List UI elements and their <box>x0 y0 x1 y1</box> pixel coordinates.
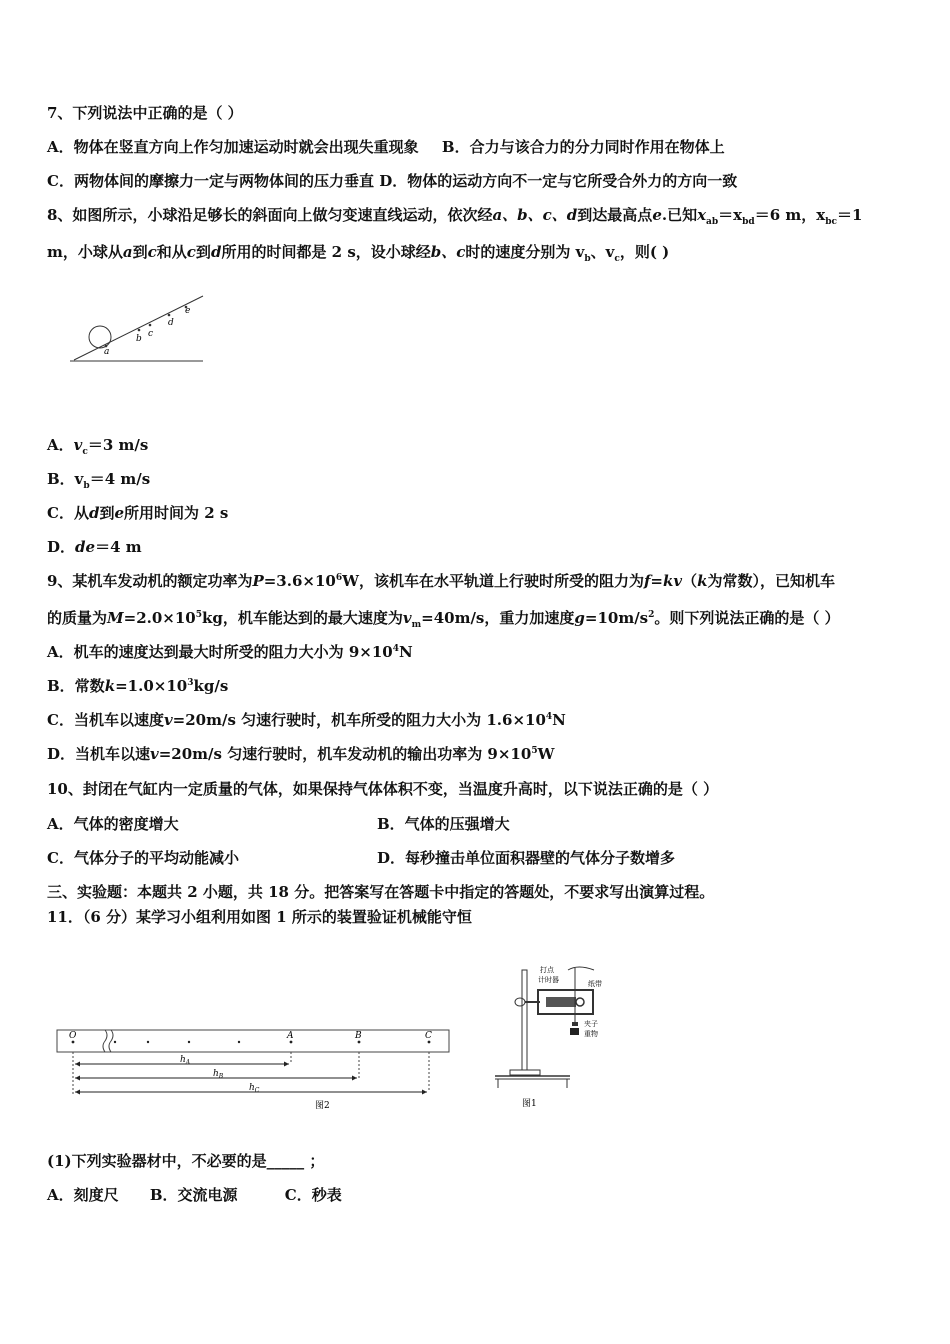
q9-option-d <box>47 745 554 763</box>
q9-text: （ <box>682 572 698 590</box>
q8-fig-label-b: b <box>136 334 142 344</box>
q8-text: ＝x <box>718 206 743 224</box>
q9-f: f=kv <box>643 572 683 590</box>
q9-opt-text: =1.0×10 <box>115 677 188 695</box>
q11-sub1-stem: (1)下列实验器材中，不必要的是_____ ； <box>47 1152 325 1170</box>
label-weight: 重物 <box>584 1030 598 1038</box>
q8-opt-sub: c <box>82 447 88 457</box>
tape-outline <box>57 1030 449 1052</box>
q8-opt-e: e <box>114 504 125 522</box>
q9-M: M <box>107 609 124 627</box>
q8-option-a <box>47 436 149 457</box>
q9-text: 9、某机车发动机的额定功率为 <box>47 572 253 590</box>
label-timer-1: 打点 <box>540 966 554 974</box>
q8-c: c <box>147 243 157 261</box>
q9-opt-text: W <box>537 745 555 763</box>
q8-a: a <box>122 243 133 261</box>
q9-option-c <box>47 711 566 729</box>
label-hb <box>213 1069 224 1080</box>
q9-text: =40m/s，重力加速度 <box>421 609 575 627</box>
label-timer-2: 计时器 <box>538 976 559 984</box>
q8-opt-d: d <box>88 504 100 522</box>
q9-opt-text: =20m/s 匀速行驶时，机车所受的阻力大小为 1.6×10 <box>172 711 546 729</box>
q7-options-ab <box>47 138 725 156</box>
q8-point-d-dot <box>168 314 171 317</box>
q11-apparatus-figure <box>490 960 620 1115</box>
q11-option-c: C．秒表 <box>284 1186 342 1204</box>
q8-fig-label-c: c <box>148 329 154 339</box>
tape-label-a: A <box>287 1031 294 1041</box>
q8-text: 到 <box>132 243 148 261</box>
q8-stem-line2 <box>47 243 670 264</box>
tape-dot-c <box>428 1041 431 1044</box>
q9-opt-text: kg/s <box>193 677 229 695</box>
tape-dot <box>147 1041 149 1043</box>
q11-option-b: B．交流电源 <box>149 1186 238 1204</box>
q8-fig-label-e: e <box>185 306 191 316</box>
q9-text: =10m/s <box>584 609 649 627</box>
q7-option-c: C．两物体间的摩擦力一定与两物体间的压力垂直 <box>47 172 374 190</box>
q8-opt-text: ＝4 m/s <box>89 470 151 488</box>
clamp-knob <box>515 998 525 1006</box>
q8-text: 、v <box>590 243 615 261</box>
timer-dial <box>576 998 584 1006</box>
q9-text: 。则下列说法正确的是（ ） <box>654 609 840 627</box>
q9-option-a <box>47 643 413 661</box>
q7-option-b: B．合力与该合力的分力同时作用在物体上 <box>441 138 725 156</box>
q8-sub-bd: bd <box>742 217 755 227</box>
q8-opt-text: B．v <box>47 470 84 488</box>
tape-break-right <box>109 1030 113 1052</box>
q9-opt-text: N <box>552 711 566 729</box>
q8-incline-svg <box>68 290 208 365</box>
q9-opt-text: C．当机车以速度 <box>47 711 164 729</box>
q9-text: kg，机车能达到的最大速度为 <box>202 609 403 627</box>
q10-option-c: C．气体分子的平均动能减小 <box>47 849 239 867</box>
q10-option-a: A．气体的密度增大 <box>47 815 179 833</box>
q10-option-d: D．每秒撞击单位面积器壁的气体分子数增多 <box>377 849 676 867</box>
q8-text: 所用的时间都是 2 s，设小球经 <box>221 243 431 261</box>
q9-k: k <box>697 572 708 590</box>
q8-point-e: e <box>652 206 662 224</box>
tape-dot <box>114 1041 116 1043</box>
q8-opt-text: C．从 <box>47 504 89 522</box>
q8-option-d <box>47 538 142 556</box>
label-ha <box>180 1055 191 1066</box>
q9-sup: 6 <box>335 573 343 583</box>
label-tape: 纸带 <box>588 980 602 988</box>
q11-tape-svg <box>55 1022 455 1117</box>
q9-stem-line1 <box>47 572 835 590</box>
q8-text: 和从 <box>156 243 187 261</box>
label-h-sub: C <box>254 1087 260 1094</box>
clip <box>572 1022 578 1026</box>
label-hc <box>249 1083 260 1094</box>
q8-opt-v: v <box>73 436 83 454</box>
q8-c: c <box>186 243 196 261</box>
q8-text: 到 <box>195 243 211 261</box>
tape-dot-a <box>290 1041 293 1044</box>
q9-text: =2.0×10 <box>123 609 196 627</box>
tape-dot <box>188 1041 190 1043</box>
q8-opt-text: D． <box>47 538 76 556</box>
label-h-sub: B <box>218 1073 224 1080</box>
q7-option-d: D．物体的运动方向不一定与它所受合外力的方向一致 <box>379 172 738 190</box>
tape-label-c: C <box>425 1031 432 1041</box>
q8-point-b-dot <box>138 329 141 332</box>
q9-opt-v: v <box>150 745 159 763</box>
q9-sup: 5 <box>195 610 202 620</box>
q8-fig-label-d: d <box>168 318 174 328</box>
q8-sub-c: c <box>614 254 620 264</box>
tape-label-b: B <box>355 1031 362 1041</box>
label-h: h <box>180 1055 186 1065</box>
q9-opt-sup: 5 <box>531 746 538 756</box>
timer-inner <box>546 997 576 1007</box>
section3-heading: 三、实验题：本题共 2 小题，共 18 分。把答案写在答题卡中指定的答题处，不要求写出演算过程。 <box>47 883 715 901</box>
label-h: h <box>213 1069 219 1079</box>
q9-opt-v: v <box>163 711 173 729</box>
q8-text: ＝6 m，x <box>754 206 826 224</box>
q8-text: 8、如图所示，小球沿足够长的斜面向上做匀变速直线运动，依次经 <box>47 206 493 224</box>
q9-opt-sup: 4 <box>392 644 400 654</box>
tape-dot <box>238 1041 240 1043</box>
q9-vm: v <box>402 609 412 627</box>
q9-g: g <box>574 609 585 627</box>
q8-sub-b: b <box>584 254 591 264</box>
q9-opt-text: A．机车的速度达到最大时所受的阻力大小为 9×10 <box>47 643 393 661</box>
q9-opt-k: k <box>104 677 116 695</box>
q8-x: x <box>697 206 707 224</box>
q10-stem: 10、封闭在气缸内一定质量的气体，如果保持气体体积不变，当温度升高时，以下说法正确的是（ ） <box>47 780 719 798</box>
q8-point-c-dot <box>149 324 152 327</box>
label-h: h <box>249 1083 255 1093</box>
q8-opt-text: ＝3 m/s <box>87 436 149 454</box>
tape-dot-o <box>72 1041 75 1044</box>
q9-P: P <box>252 572 264 590</box>
q9-opt-sup: 4 <box>545 712 553 722</box>
label-clip: 夹子 <box>584 1020 598 1028</box>
q8-opt-sub: b <box>83 481 90 491</box>
q8-text: 时的速度分别为 v <box>465 243 585 261</box>
q11-apparatus-svg <box>490 960 620 1115</box>
fig2-caption: 图2 <box>315 1101 330 1111</box>
stand-base <box>510 1070 540 1075</box>
q8-sub-ab: ab <box>706 217 719 227</box>
q8-ball <box>89 326 111 348</box>
q8-opt-text: 所用时间为 2 s <box>124 504 229 522</box>
q9-text: =3.6×10 <box>263 572 336 590</box>
q8-opt-text: 到 <box>99 504 115 522</box>
q8-text: ，则( ) <box>619 243 670 261</box>
q9-stem-line2 <box>47 609 840 630</box>
q8-text: 到达最高点 <box>577 206 653 224</box>
stand-rod <box>522 970 527 1070</box>
label-h-sub: A <box>185 1059 191 1066</box>
q7-option-a: A．物体在竖直方向上作匀加速运动时就会出现失重现象 <box>47 138 419 156</box>
q9-opt-sup: 3 <box>187 678 194 688</box>
tape-dot-b <box>358 1041 361 1044</box>
tape-break-left <box>103 1030 107 1052</box>
q8-points: a、b、c、d <box>492 206 578 224</box>
tape-label-o: O <box>69 1031 77 1041</box>
fig1-caption: 图1 <box>522 1099 537 1109</box>
q10-option-b: B．气体的压强增大 <box>377 815 510 833</box>
q8-opt-de: de <box>75 538 96 556</box>
q8-option-b <box>47 470 151 491</box>
q9-option-b <box>47 677 228 695</box>
q9-text: 的质量为 <box>47 609 108 627</box>
q9-text: 为常数），已知机车 <box>707 572 836 590</box>
q9-opt-text: =20m/s 匀速行驶时，机车发动机的输出功率为 9×10 <box>158 745 532 763</box>
q7-options-cd <box>47 172 737 190</box>
q8-sub-bc: bc <box>825 217 837 227</box>
q9-opt-text: B．常数 <box>47 677 105 695</box>
hand-icon <box>568 967 594 970</box>
q8-opt-text: A． <box>47 436 74 454</box>
q8-option-c <box>47 504 228 522</box>
q7-stem: 7、下列说法中正确的是（ ） <box>47 104 243 122</box>
q11-tape-figure <box>55 1022 455 1117</box>
q8-fig-label-a: a <box>104 347 110 357</box>
q8-opt-text: ＝4 m <box>95 538 142 556</box>
weight <box>570 1028 579 1035</box>
q9-sup: 2 <box>648 610 655 620</box>
q11-option-a: A．刻度尺 <box>47 1186 119 1204</box>
q11-stem: 11．（6 分）某学习小组利用如图 1 所示的装置验证机械能守恒 <box>47 908 472 926</box>
q9-sub: m <box>411 620 422 630</box>
q9-opt-text: N <box>399 643 413 661</box>
q8-stem-line1 <box>47 206 863 227</box>
q8-incline-figure <box>68 290 208 365</box>
q8-bc: b、c <box>430 243 466 261</box>
q8-text: m，小球从 <box>47 243 123 261</box>
q9-opt-text: D．当机车以速 <box>47 745 151 763</box>
q9-text: W，该机车在水平轨道上行驶时所受的阻力为 <box>342 572 644 590</box>
q8-text: ＝1 <box>836 206 863 224</box>
q11-sub1-options <box>47 1186 342 1204</box>
q8-text: .已知 <box>661 206 698 224</box>
q8-d: d <box>210 243 222 261</box>
